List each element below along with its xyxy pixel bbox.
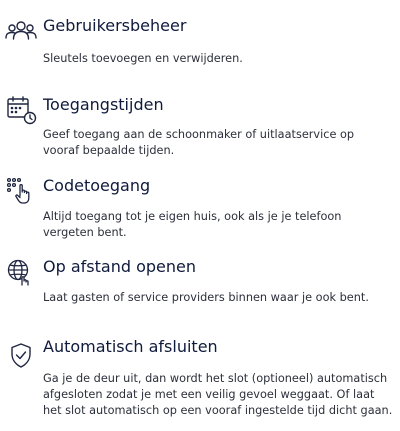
shield-check-icon — [4, 341, 38, 371]
feature-title: Codetoegang — [43, 176, 151, 195]
globe-touch-icon — [4, 257, 38, 287]
feature-description: Geef toegang aan de schoonmaker of uitlaatservice op vooraf bepaalde tijden. — [43, 128, 355, 157]
keypad-touch-icon — [4, 176, 38, 206]
feature-description: Altijd toegang tot je eigen huis, ook als je je telefoon vergeten bent. — [43, 210, 342, 239]
feature-description: Laat gasten of service providers binnen waar je ook bent. — [43, 291, 369, 304]
feature-title: Op afstand openen — [43, 257, 196, 276]
calendar-clock-icon — [4, 95, 38, 125]
feature-description: Sleutels toevoegen en verwijderen. — [43, 52, 243, 65]
feature-description: Ga je de deur uit, dan wordt het slot (optioneel) automatisch afgesloten zodat je met een veilig gevoel weggaat. Of laat het slot automatisch op een vooraf ingestelde tijd dicht gaan. — [43, 372, 393, 417]
feature-title: Gebruikersbeheer — [43, 16, 187, 35]
feature-title: Toegangstijden — [43, 95, 164, 114]
users-icon — [4, 16, 38, 46]
feature-title: Automatisch afsluiten — [43, 337, 218, 356]
